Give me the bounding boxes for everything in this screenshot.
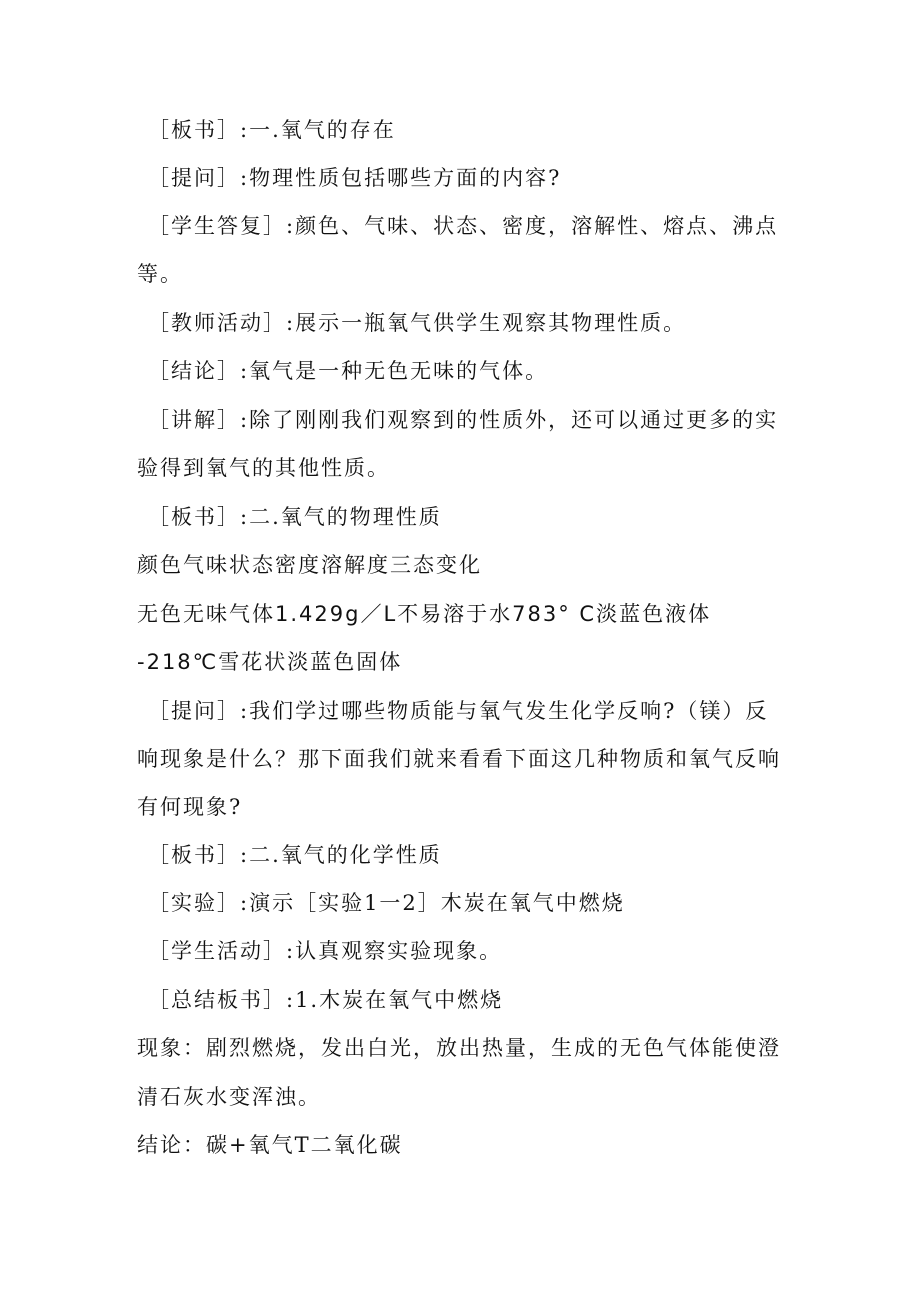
- teacher-activity: ［教师活动］:展示一瓶氧气供学生观察其物理性质。: [148, 311, 687, 335]
- explanation: ［讲解］:除了刚刚我们观察到的性质外，还可以通过更多的实: [148, 408, 779, 432]
- explanation-continued: 验得到氧气的其他性质。: [137, 456, 390, 480]
- board-note-chemical-properties: ［板书］:二.氧气的化学性质: [148, 843, 442, 867]
- phenomenon: 现象：剧烈燃烧，发出白光，放出热量，生成的无色气体能使澄: [137, 1036, 781, 1060]
- student-answer: ［学生答复］:颜色、气味、状态、密度，溶解性、熔点、沸点: [148, 214, 779, 238]
- property-values: 无色无味气体1.429g／L不易溶于水783° C淡蓝色液体: [137, 602, 712, 626]
- property-headings: 颜色气味状态密度溶解度三态变化: [137, 553, 482, 577]
- phenomenon-continued: 清石灰水变浑浊。: [137, 1085, 321, 1109]
- reaction-conclusion: 结论：碳+氧气T二氧化碳: [137, 1133, 403, 1157]
- summary-board-note: ［总结板书］:1.木炭在氧气中燃烧: [148, 988, 504, 1012]
- board-note-oxygen-existence: ［板书］:一.氧气的存在: [148, 118, 396, 142]
- question-chemical-reactions-end: 有何现象?: [137, 795, 243, 819]
- conclusion: ［结论］:氧气是一种无色无味的气体。: [148, 359, 549, 383]
- solid-state-value: -218℃雪花状淡蓝色固体: [137, 650, 403, 674]
- student-activity: ［学生活动］:认真观察实验现象。: [148, 939, 503, 963]
- question-chemical-reactions-continued: 响现象是什么？那下面我们就来看看下面这几种物质和氧气反响: [137, 747, 781, 771]
- question-chemical-reactions: ［提问］:我们学过哪些物质能与氧气发生化学反响?（镁）反: [148, 699, 769, 723]
- question-physical-properties: ［提问］:物理性质包括哪些方面的内容?: [148, 166, 562, 190]
- student-answer-continued: 等。: [137, 262, 183, 286]
- board-note-physical-properties: ［板书］:二.氧气的物理性质: [148, 505, 442, 529]
- experiment-demo: ［实验］:演示［实验1一2］木炭在氧气中燃烧: [148, 891, 625, 915]
